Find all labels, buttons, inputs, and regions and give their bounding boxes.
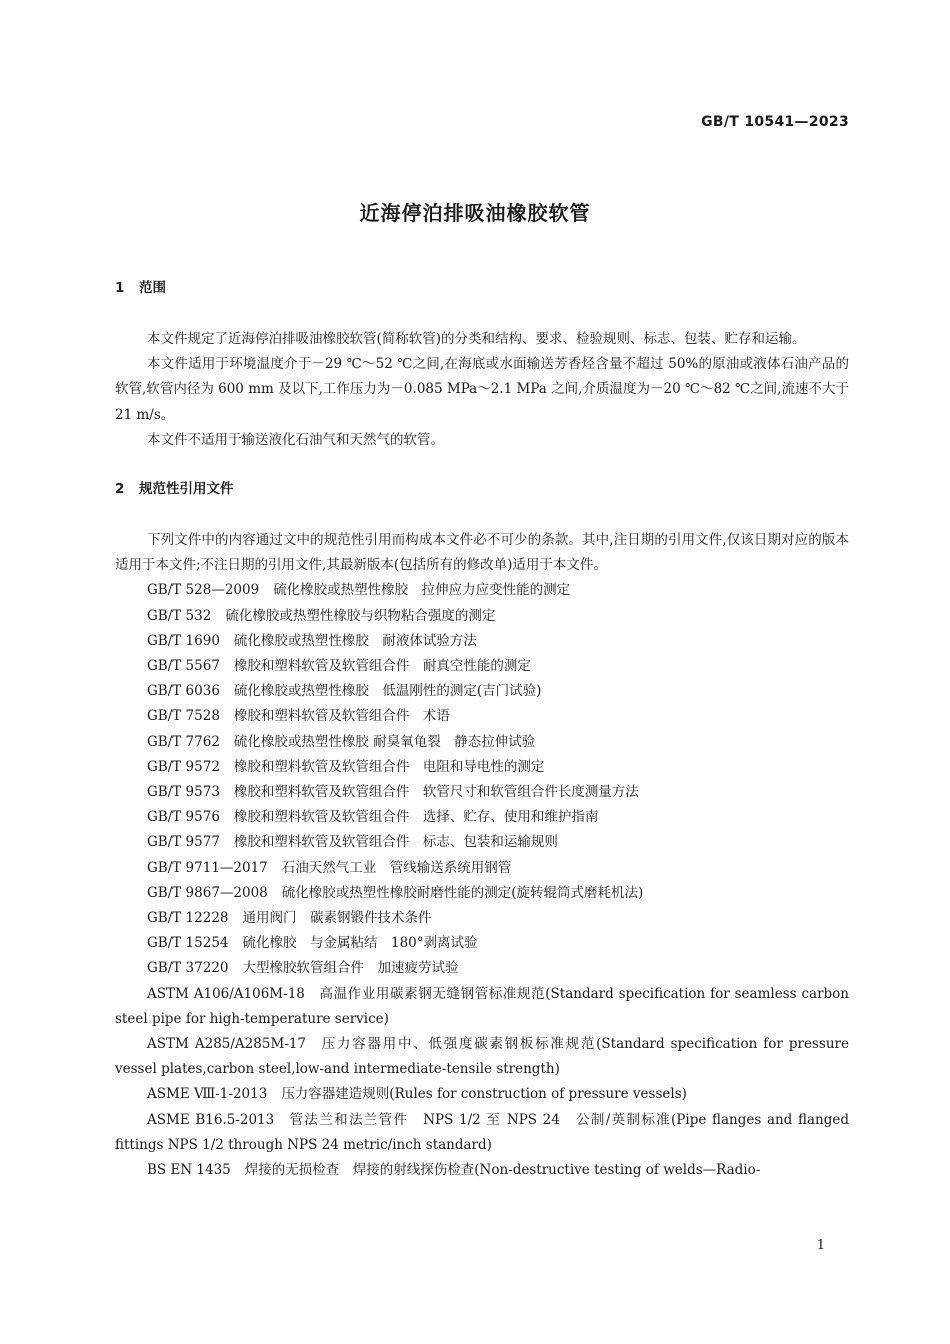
reference-title: 大型橡胶软管组合件 加速疲劳试验	[242, 960, 459, 977]
scope-paragraph: 本文件不适用于输送液化石油气和天然气的软管。	[147, 431, 444, 448]
reference-title: 硫化橡胶或热塑性橡胶 耐液体试验方法	[233, 632, 477, 649]
reference-title: 橡胶和塑料软管及软管组合件 耐真空性能的测定	[233, 658, 531, 675]
scope-paragraph: 本文件适用于环境温度介于－29 ℃～52 ℃之间,在海底或水面输送芳香烃含量不超过 50%的原油或液体石油产品的软管,软管内径为 600 mm 及以下,工作压力为－0.085 MPa～2.1 MPa 之间,介质温度为－20 ℃～82 ℃之间,流速不大于 21 m/s。	[115, 356, 849, 423]
section-number: 1	[115, 280, 125, 296]
reference-item	[115, 982, 849, 1032]
reference-title: 橡胶和塑料软管及软管组合件 电阻和导电性的测定	[233, 758, 545, 775]
reference-code: BS EN 1435	[147, 1162, 231, 1179]
reference-code: ASME Ⅷ-1-2013	[147, 1086, 268, 1103]
reference-title: 橡胶和塑料软管及软管组合件 选择、贮存、使用和维护指南	[233, 809, 599, 826]
reference-code: ASTM A285/A285M-17	[147, 1036, 307, 1053]
reference-item	[115, 1158, 849, 1183]
reference-item	[115, 654, 849, 679]
reference-code: GB/T 9573	[147, 784, 220, 801]
reference-title: 硫化橡胶或热塑性橡胶 拉伸应力应变性能的测定	[273, 582, 571, 599]
reference-item	[115, 805, 849, 830]
reference-title: 石油天然气工业 管线输送系统用钢管	[281, 859, 512, 876]
scope-paragraph: 本文件规定了近海停泊排吸油橡胶软管(简称软管)的分类和结构、要求、检验规则、标志、包装、贮存和运输。	[147, 331, 806, 347]
reference-title: 硫化橡胶 与金属粘结 180°剥离试验	[242, 935, 478, 952]
reference-code: ASME B16.5-2013	[147, 1111, 275, 1128]
reference-title: 硫化橡胶或热塑性橡胶耐磨性能的测定(旋转辊筒式磨耗机法)	[281, 884, 644, 901]
reference-item	[115, 755, 849, 780]
section-heading-normative-references	[115, 477, 849, 502]
section-heading-scope	[115, 276, 849, 301]
reference-item	[115, 679, 849, 704]
reference-code: GB/T 9576	[147, 809, 220, 826]
reference-code: GB/T 9577	[147, 834, 220, 851]
standard-number: GB/T 10541—2023	[701, 114, 849, 130]
reference-title: 硫化橡胶或热塑性橡胶 低温刚性的测定(吉门试验)	[233, 683, 542, 700]
reference-item	[115, 1082, 849, 1107]
reference-item	[115, 578, 849, 603]
reference-code: GB/T 532	[147, 607, 212, 624]
reference-code: ASTM A106/A106M-18	[147, 985, 305, 1002]
reference-item	[115, 856, 849, 881]
reference-title: 橡胶和塑料软管及软管组合件 标志、包装和运输规则	[233, 834, 558, 851]
reference-title: 高温作业用碳素钢无缝钢管标准规范(Standard specification for seamless carbon steel pipe for high-temperature service)	[115, 985, 849, 1027]
reference-item	[115, 1108, 849, 1158]
reference-code: GB/T 7762	[147, 733, 220, 750]
document-title: 近海停泊排吸油橡胶软管	[359, 201, 591, 225]
reference-code: GB/T 15254	[147, 935, 229, 952]
reference-item	[115, 881, 849, 906]
reference-item	[115, 730, 849, 755]
reference-item	[115, 830, 849, 855]
section-number: 2	[115, 481, 125, 498]
reference-code: GB/T 37220	[147, 960, 229, 977]
reference-item	[115, 1032, 849, 1082]
reference-item	[115, 956, 849, 981]
reference-title: 管法兰和法兰管件 NPS 1/2 至 NPS 24 公制/英制标准(Pipe flanges and flanged fittings NPS 1/2 through NPS 24 metric/inch standard)	[115, 1111, 849, 1153]
reference-item	[115, 629, 849, 654]
reference-item	[115, 906, 849, 931]
reference-title: 硫化橡胶或热塑性橡胶与织物粘合强度的测定	[225, 607, 496, 624]
reference-title: 压力容器建造规则(Rules for construction of pressure vessels)	[281, 1086, 687, 1103]
reference-code: GB/T 9711—2017	[147, 859, 268, 876]
reference-item	[115, 931, 849, 956]
reference-code: GB/T 1690	[147, 632, 220, 649]
reference-item	[115, 604, 849, 629]
reference-item	[115, 780, 849, 805]
reference-title: 通用阀门 碳素钢锻件技术条件	[242, 910, 432, 927]
reference-code: GB/T 6036	[147, 683, 220, 700]
reference-code: GB/T 9867—2008	[147, 884, 268, 901]
reference-title: 硫化橡胶或热塑性橡胶 耐臭氧龟裂 静态拉伸试验	[233, 733, 536, 750]
reference-title: 压力容器用中、低强度碳素钢板标准规范(Standard specification for pressure vessel plates,carbon steel,low-and intermediate-tensile strength)	[115, 1036, 849, 1078]
reference-code: GB/T 528—2009	[147, 582, 260, 599]
reference-code: GB/T 12228	[147, 910, 229, 927]
page-number: 1	[816, 1238, 825, 1253]
reference-title: 橡胶和塑料软管及软管组合件 术语	[233, 708, 450, 725]
reference-code: GB/T 7528	[147, 708, 220, 725]
reference-title: 焊接的无损检查 焊接的射线探伤检查(Non-destructive testing of welds—Radio-	[244, 1162, 761, 1179]
document-body	[115, 276, 849, 1183]
reference-code: GB/T 9572	[147, 758, 220, 775]
references-intro: 下列文件中的内容通过文中的规范性引用而构成本文件必不可少的条款。其中,注日期的引用文件,仅该日期对应的版本适用于本文件;不注日期的引用文件,其最新版本(包括所有的修改单)适用于本文件。	[115, 532, 849, 574]
reference-title: 橡胶和塑料软管及软管组合件 软管尺寸和软管组合件长度测量方法	[233, 784, 639, 801]
reference-item	[115, 704, 849, 729]
section-title: 范围	[139, 280, 166, 296]
reference-code: GB/T 5567	[147, 658, 220, 675]
section-title: 规范性引用文件	[139, 481, 234, 498]
